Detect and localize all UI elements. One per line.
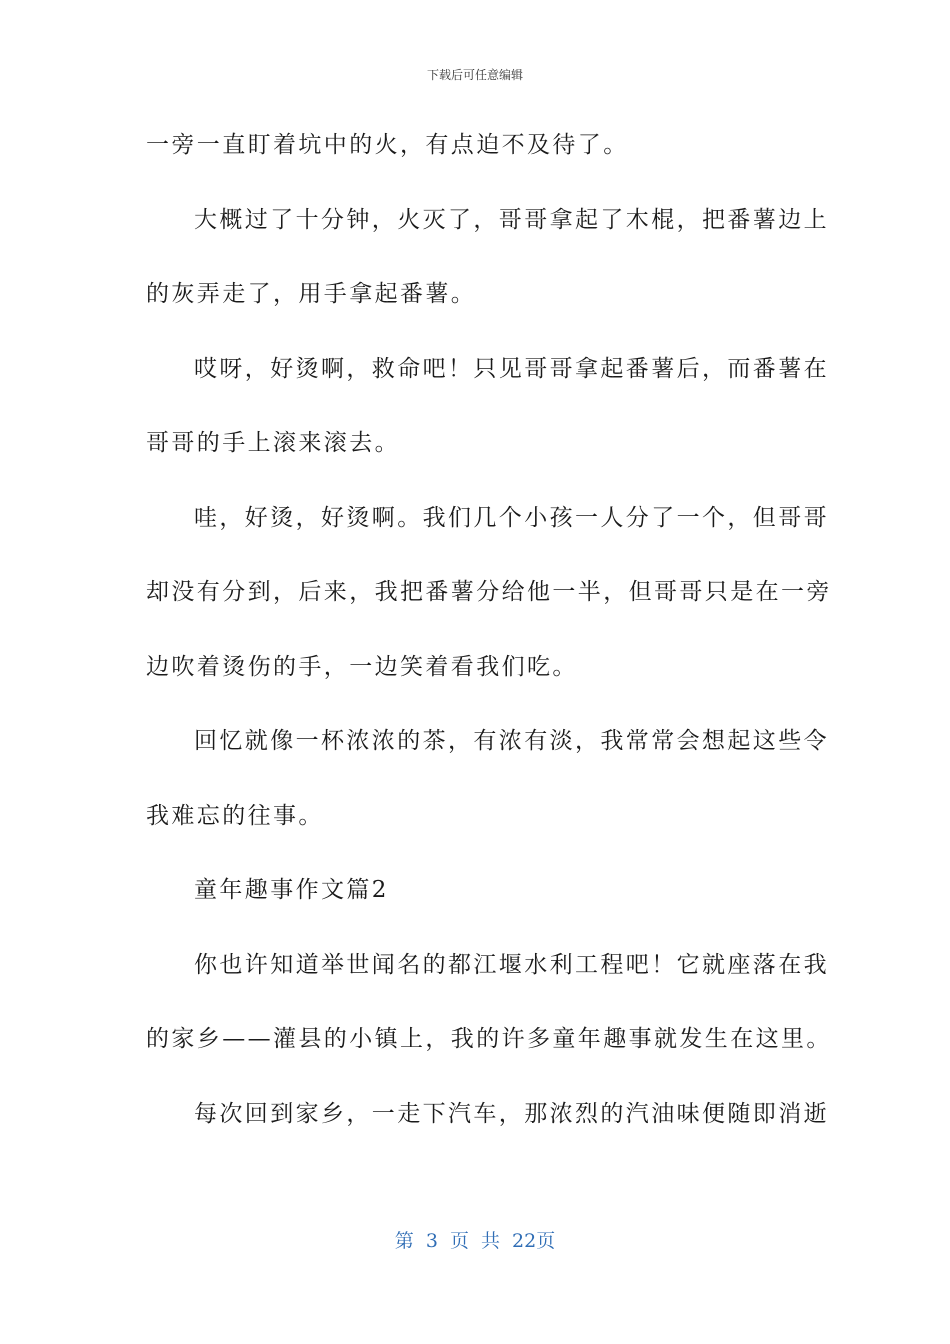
body-line: 一旁一直盯着坑中的火，有点迫不及待了。 xyxy=(146,132,629,158)
body-line: 我难忘的往事。 xyxy=(146,802,324,829)
body-line: 的灰弄走了，用手拿起番薯。 xyxy=(146,281,477,307)
page-number: 第 3 页 共 22页 xyxy=(394,1230,556,1252)
body-line: 你也许知道举世闻名的都江堰水利工程吧！它就座落在我 xyxy=(194,951,829,978)
body-line: 回忆就像一杯浓浓的茶，有浓有淡，我常常会想起这些令 xyxy=(194,728,829,754)
body-line: 每次回到家乡，一走下汽车，那浓烈的汽油味便随即消逝 xyxy=(194,1100,829,1127)
body-line: 哥哥的手上滚来滚去。 xyxy=(146,430,400,456)
section-heading: 童年趣事作文篇2 xyxy=(194,877,389,903)
header-note: 下载后可任意编辑 xyxy=(426,68,523,82)
body-line: 哎呀，好烫啊，救命吧！只见哥哥拿起番薯后，而番薯在 xyxy=(194,355,829,382)
document-body xyxy=(146,120,832,1163)
body-line: 大概过了十分钟，火灭了，哥哥拿起了木棍，把番薯边上 xyxy=(194,206,829,233)
body-line: 边吹着烫伤的手，一边笑着看我们吃。 xyxy=(146,653,578,680)
body-line: 的家乡——灌县的小镇上，我的许多童年趣事就发生在这里。 xyxy=(146,1026,832,1052)
body-line: 却没有分到，后来，我把番薯分给他一半，但哥哥只是在一旁 xyxy=(146,579,832,605)
body-line: 哇，好烫，好烫啊。我们几个小孩一人分了一个，但哥哥 xyxy=(194,504,829,531)
